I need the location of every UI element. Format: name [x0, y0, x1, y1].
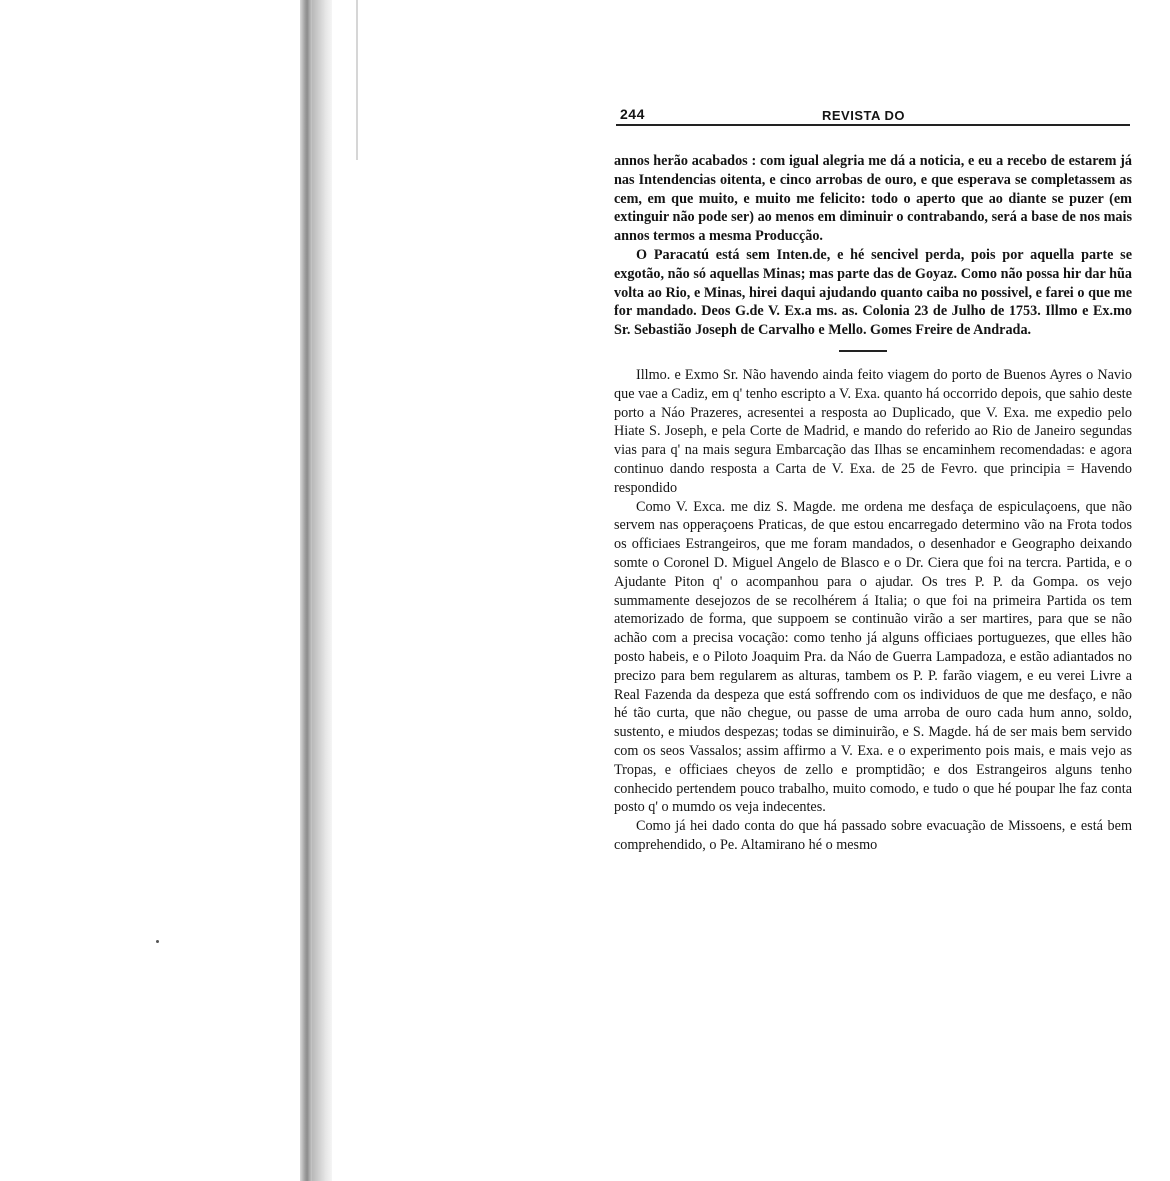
book-gutter-fold: [312, 0, 332, 1181]
book-gutter-shadow: [300, 0, 312, 1181]
book-page: [596, 102, 1132, 855]
letter1-paragraph-2: O Paracatú está sem Inten.de, e hé sencivel perda, pois por aquella parte se exgotão, não só aquellas Minas; mas parte das de Goyaz. Como não possa hir dar hũa volta ao Rio, e Minas, hirei daqui ajudando quanto caiba no possivel, e farei o que me for mandado. Deos G.de V. Ex.a ms. as. Colonia 23 de Julho de 1753. Illmo e Ex.mo Sr. Sebastião Joseph de Carvalho e Mello. Gomes Freire de Andrada.: [614, 246, 1132, 339]
page-body: [614, 152, 1132, 855]
gutter-crease-line: [356, 0, 358, 160]
letter2-paragraph-3: Como já hei dado conta do que há passado sobre evacuação de Missoens, e está bem comprehendido, o Pe. Altamirano hé o mesmo: [614, 818, 1132, 853]
letter-gomes-freire: [614, 152, 1132, 340]
scan-speck: [156, 940, 159, 943]
letter-second: [614, 366, 1132, 855]
section-divider: [839, 350, 887, 352]
letter2-paragraph-1: Illmo. e Exmo Sr. Não havendo ainda feito viagem do porto de Buenos Ayres o Navio que vae a Cadiz, em q' tenho escripto a V. Exa. quanto há occorrido depois, que sahio deste porto a Náo Prazeres, acresentei a resposta ao Duplicado, que V. Exa. me expedio pelo Hiate S. Joseph, e pela Corte de Madrid, e mando do referido ao Rio de Janeiro segundas vias para q' na mais segura Embarcação das Ilhas se encaminhem recomendadas: e agora continuo dando resposta a Carta de V. Exa. de 25 de Fevro. que principia = Havendo respondido: [614, 366, 1132, 496]
letter1-paragraph-1: annos herão acabados : com igual alegria me dá a noticia, e eu a recebo de estarem já nas Intendencias oitenta, e cinco arrobas de ouro, e que esperava se completassem as cem, em que muito, e muito me felicito: todo o aperto que ao diante se puzer (em extinguir não pode ser) ao menos em diminuir o contrabando, será a base de nos mais annos termos a mesma Producção.: [614, 153, 1132, 245]
page-number: 244: [620, 106, 645, 122]
letter2-paragraph-2: Como V. Exca. me diz S. Magde. me ordena me desfaça de espiculaçoens, que não servem nas opperaçoens Praticas, de que estou encarregado determino vão na Frota todos os officiaes Estrangeiros, que me foram mandados, o desenhador e Geographo deixando somte o Coronel D. Miguel Angelo de Blasco e o Dr. Ciera que foi na tercra. Partida, e o Ajudante Piton q' o acompanhou para o ajudar. Os tres P. P. da Gompa. os vejo summamente desejozos de se recolhérem á Italia; o que foi na primeira Partida os tem atemorizado de forma, que suppoem se continuão virão a ser martires, para que se não achão com a precisa vocação: como tenho já alguns officiaes portuguezes, que elles hão posto habeis, e o Piloto Joaquim Pra. da Náo de Guerra Lampadoza, e estão adiantados no precizo para bem regularem as alturas, tambem os P. P. farão viagem, e eu verei Livre a Real Fazenda da despeza que está soffrendo com os individuos de que me desfaço, e não hé tão curta, que não chegue, ou passe de uma arroba de ouro cada hum anno, soldo, sustento, e miudos despezas; todas se diminuirão, e S. Magde. há de ser mais bem servido com os seos Vassalos; assim affirmo a V. Exa. e o experimento pois mais, e mais vejo as Tropas, e officiaes cheyos de zello e promptidão; e dos Estrangeiros alguns tenho conhecido pertendem pouco trabalho, muito comodo, e tudo o que hé poupar lhe faz conta posto q' o mumdo os veja indecentes.: [614, 498, 1132, 816]
header-rule: [616, 124, 1130, 126]
running-title: REVISTA DO: [822, 108, 906, 123]
running-head: [596, 102, 1132, 124]
